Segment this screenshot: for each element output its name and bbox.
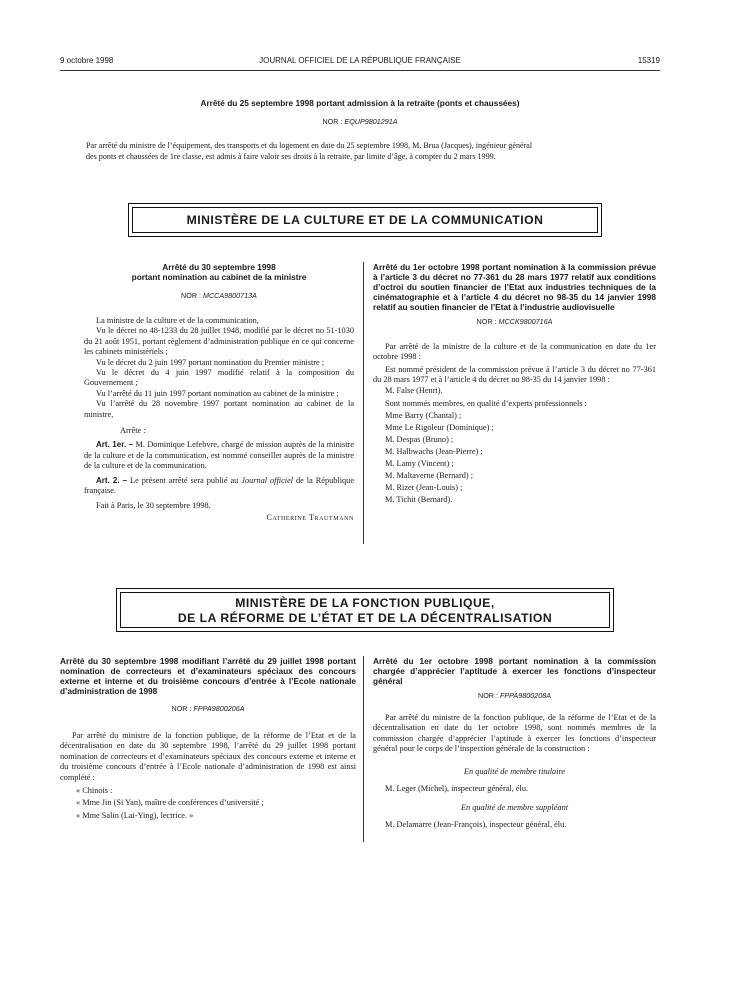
paragraph: Est nommé président de la commission prévue à l’article 3 du décret no 77-361 du 28 mars 1977 et à l’article 4 du décret no 98-35 du 14 janvier 1998 : [373, 364, 656, 385]
fait-a-paris: Fait à Paris, le 30 septembre 1998. [96, 500, 211, 510]
nor-code: FPPA9800206A [193, 704, 245, 713]
page-header [60, 56, 660, 70]
paragraph: Vu le décret du 4 juin 1997 modifié relatif à la composition du Gouvernement ; [84, 368, 354, 388]
quote-line: « Chinois : [76, 786, 113, 796]
arrete5 [373, 656, 656, 830]
list-item: M. Maltaverne (Bernard) ; [385, 470, 474, 480]
nor-code: MCCK9800716A [498, 317, 553, 326]
arrete2-body [84, 316, 354, 523]
arrete4-nor [60, 704, 356, 713]
members-intro: Sont nommés membres, en qualité d’experts professionnels : [385, 399, 587, 409]
article-2-text-b: de la République française. [84, 475, 354, 496]
ministry-culture-box [132, 207, 598, 233]
paragraph: Par arrêté du ministre de la fonction publique, de la réforme de l’Etat et de la décentralisation en date du 1er octobre 1998, sont nommés membres de la commission chargée d’apprécier l’aptitude à exercer les fonctions d’inspecteur général pour le corps de l’inspection générale de la construction : [373, 713, 656, 754]
ministry-fonction-publique-line2: DE LA RÉFORME DE L’ÉTAT ET DE LA DÉCENTRALISATION [177, 611, 553, 625]
list-item: M. Despas (Bruno) ; [385, 435, 454, 445]
list-item: M. Tichit (Bernard). [385, 494, 453, 504]
header-journal-title: JOURNAL OFFICIEL DE LA RÉPUBLIQUE FRANÇAISE [259, 56, 461, 65]
paragraph: Vu l’arrêté du 28 novembre 1997 portant nomination au cabinet de la ministre, [84, 399, 354, 419]
members-list [373, 410, 656, 505]
list-item: M. Halbwachs (Jean-Pierre) ; [385, 447, 483, 457]
nor-label: NOR : [171, 704, 192, 713]
article-1 [84, 440, 354, 471]
president: M. False (Henri). [385, 385, 443, 395]
arrete1-nor [60, 117, 660, 126]
arrete4-title: Arrêté du 30 septembre 1998 modifiant l’arrêté du 29 juillet 1998 portant nomination de correcteurs et d’examinateurs spéciaux des concours externe et interne et du troisième concours d’entrée à l’Ecole nationale d’administration de 1998 [60, 656, 356, 696]
ministry-fonction-publique-line1: MINISTÈRE DE LA FONCTION PUBLIQUE, [235, 596, 495, 610]
paragraph: Vu le décret du 2 juin 1997 portant nomination du Premier ministre ; [96, 357, 325, 367]
paragraph: La ministre de la culture et de la communication, [96, 316, 259, 325]
article-2-text-a: Le présent arrêté sera publié au [130, 475, 239, 485]
arrete2 [84, 262, 354, 523]
column-divider [363, 262, 364, 544]
nor-code: EQUP9801291A [344, 117, 398, 126]
arrete3-nor [373, 317, 656, 326]
list-item: Mme Barry (Chantal) ; [385, 411, 462, 421]
nor-label: NOR : [181, 291, 201, 300]
article-1-text: M. Dominique Lefebvre, chargé de mission auprès de la ministre de la culture et de la communication, est nommé conseiller auprès de la ministre de la culture et de la communication. [84, 440, 354, 471]
nor-code: MCCA9800713A [203, 291, 257, 300]
ministry-fonction-publique-box [120, 592, 610, 628]
signature: Catherine Trautmann [266, 512, 354, 522]
header-rule [60, 70, 660, 71]
arrete4 [60, 656, 356, 821]
arrete1-line1: Par arrêté du ministre de l’équipement, des transports et du logement en date du 25 septembre 1998, M. Brua (Jacques), ingénieur général [86, 141, 533, 150]
suppleant-member: M. Delamarre (Jean-François), inspecteur général, élu. [385, 819, 567, 829]
arrete3 [373, 262, 656, 506]
quote-line: « Mme Jin (Si Yan), maître de conférences d’université ; [76, 798, 264, 808]
list-item: Mme Le Rigoleur (Dominique) ; [385, 423, 494, 433]
article-2-journal: Journal officiel [241, 475, 294, 485]
list-item: M. Lamy (Vincent) ; [385, 459, 454, 469]
nor-label: NOR : [476, 317, 497, 326]
article-1-label: Art. 1er. – [96, 440, 134, 450]
paragraph: Par arrêté du ministre de la fonction publique, de la réforme de l’Etat et de la décentralisation en date du 30 septembre 1998, l’arrêté du 29 juillet 1998 portant nomination de correcteurs et d’examinateurs spéciaux des concours externe et interne et du troisième concours d’entrée à l’Ecole nationale d’administration de 1998 est ainsi complété : [60, 731, 356, 782]
arrete-word: Arrête : [120, 426, 146, 436]
nor-label: NOR : [478, 691, 498, 700]
arrete1-line2: des ponts et chaussées de 1re classe, est admis à faire valoir ses droits à la retraite, par limite d’âge, à compter du 2 mars 1999. [86, 151, 496, 161]
arrete2-nor [84, 291, 354, 300]
arrete3-body [373, 342, 656, 409]
titulaire-heading: En qualité de membre titulaire [463, 766, 566, 776]
article-2-label: Art. 2. – [96, 475, 128, 485]
arrete5-title: Arrêté du 1er octobre 1998 portant nomination à la commission chargée d’apprécier l’aptitude à exercer les fonctions d’inspecteur général [373, 656, 656, 686]
column-divider [363, 656, 364, 842]
ministry-culture-title: MINISTÈRE DE LA CULTURE ET DE LA COMMUNICATION [186, 213, 544, 227]
arrete3-title: Arrêté du 1er octobre 1998 portant nomination à la commission prévue à l’article 3 du décret no 77-361 du 28 mars 1977 relatif aux conditions d’octroi du soutien financier de l’Etat aux industries techniques de la cinématographie et à l’article 4 du décret no 98-35 du 14 janvier 1998 relatif au soutien financier de l’Etat à l’industrie audiovisuelle [373, 262, 656, 312]
arrete5-nor [373, 691, 656, 700]
header-date: 9 octobre 1998 [60, 56, 114, 65]
arrete4-body [60, 731, 356, 821]
arrete1-body [60, 141, 660, 163]
nor-label: NOR : [322, 117, 343, 126]
paragraph: Vu le décret no 48-1233 du 28 juillet 1948, modifié par le décret no 51-1030 du 21 août 1951, portant règlement d’administration publique en ce qui concerne les cabinets ministériels ; [84, 326, 354, 357]
arrete2-title-line1: Arrêté du 30 septembre 1998 [162, 262, 276, 272]
quote-line: « Mme Salin (Lai-Ying), lectrice. » [76, 810, 194, 820]
titulaire-member: M. Leger (Michel), inspecteur général, élu. [385, 784, 529, 794]
arrete1-title: Arrêté du 25 septembre 1998 portant admission à la retraite (ponts et chaussées) [200, 98, 520, 108]
nor-code: FPPA9800208A [499, 691, 551, 700]
paragraph: Par arrêté de la ministre de la culture et de la communication en date du 1er octobre 1998 : [373, 342, 656, 362]
arrete5-body [373, 713, 656, 830]
suppleant-heading: En qualité de membre suppléant [460, 803, 569, 813]
arrete2-title-line2: portant nomination au cabinet de la ministre [131, 272, 307, 282]
article-2 [84, 476, 354, 497]
paragraph: Vu l’arrêté du 11 juin 1997 portant nomination au cabinet de la ministre ; [96, 388, 339, 398]
list-item: M. Rizet (Jean-Louis) ; [385, 482, 463, 492]
header-page-number: 15319 [637, 56, 660, 65]
